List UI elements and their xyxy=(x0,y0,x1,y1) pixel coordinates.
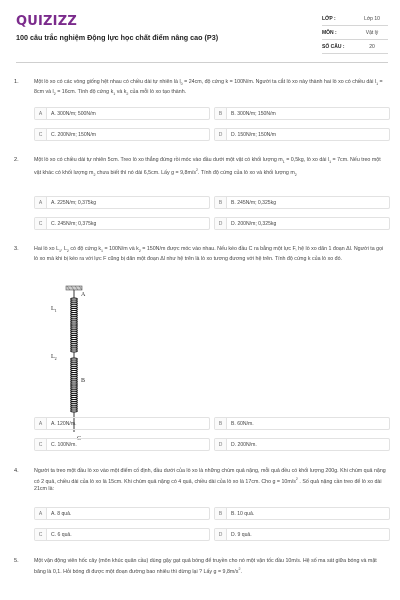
meta-row-class xyxy=(322,12,388,26)
spring-l2-letter: L xyxy=(51,354,55,360)
meta-key: LỚP : xyxy=(322,15,336,22)
point-b-label: B xyxy=(81,378,86,384)
question-2 xyxy=(14,157,390,235)
option-letter: A xyxy=(35,508,47,519)
option-text: B. 10 quả. xyxy=(231,510,255,517)
option-letter: B xyxy=(215,508,227,519)
option-text: A. 225N/m; 0,375kg xyxy=(51,199,97,206)
spring-l1-label xyxy=(51,306,57,313)
option-b[interactable] xyxy=(214,507,390,520)
option-letter: C xyxy=(35,218,47,229)
option-b[interactable] xyxy=(214,107,390,120)
option-b[interactable] xyxy=(214,417,390,430)
spring-coil xyxy=(71,410,78,412)
option-c[interactable] xyxy=(34,128,210,141)
option-text: C. 100N/m. xyxy=(51,441,77,448)
option-text: B. 60N/m. xyxy=(231,420,254,427)
spring-l1 xyxy=(71,298,78,352)
header-divider xyxy=(16,62,388,63)
meta-row-count xyxy=(322,40,388,54)
point-c-label: C xyxy=(77,436,82,442)
option-text: D. 200N/m. xyxy=(231,441,257,448)
option-text: C. 6 quả. xyxy=(51,531,72,538)
question-text: Hai lò xo $L_1$, $L_2$ có độ cứng $k_1 = 100N/m$ và $k_2 = 150N/m$ được móc vào nhau. Nếu kéo đầu C ra bằng một lực F, hệ lò xo dãn 1 đoạn Δl. Người ta gọi lò xo mà khi bị kéo ra với lực F cũng bị dãn một đoạn Δl như hệ trên là lò xo tương đương với hệ trên. Tính độ cứng k của lò xo đó. xyxy=(34,246,384,262)
question-text: Một lò xo có chiều dài tự nhiên 5cm. Treo lò xo thẳng đứng rồi móc vào đầu dưới một vật có khối lượng $m_1 = 0,5kg$, lò xo dài $l_1 = 7cm$. Nếu treo một vật khác có khối lượng $m_2$ chưa biết thì nó dài 6,5cm. Lấy $g = 9,8m/s^2$. Tính độ cứng của lò xo và khối lượng $m_2$ xyxy=(34,157,381,177)
option-text: C. 200N/m; 150N/m xyxy=(51,131,97,138)
option-letter: D xyxy=(215,218,227,229)
option-text: D. 9 quả. xyxy=(231,531,252,538)
meta-row-subject xyxy=(322,26,388,40)
option-text: D. 150N/m; 150N/m xyxy=(231,131,277,138)
spring-l2-label xyxy=(51,354,57,361)
page-title: 100 câu trắc nghiệm Động lực học chất điểm nâng cao (P3) xyxy=(16,33,219,42)
question-text: Một vận động viên hốc cây (môn khúc quân cầu) dùng gậy gạt quả bóng để truyền cho nó một vận tốc đầu 10m/s. Hệ số ma sát giữa bóng và mặt băng là 0,1. Hỏi bóng đi được một đoạn đường bao nhiêu thì dừng lại ? Lấy $g = 9,8m/s^2$. xyxy=(34,558,377,575)
question-number: 3. xyxy=(14,246,19,252)
meta-key: SỐ CÂU : xyxy=(322,43,345,50)
option-d[interactable] xyxy=(214,128,390,141)
question-3 xyxy=(14,246,390,458)
option-a[interactable] xyxy=(34,107,210,120)
option-letter: C xyxy=(35,529,47,540)
question-4 xyxy=(14,468,390,546)
option-letter: C xyxy=(35,439,47,450)
quizizz-logo: QUIZIZZ xyxy=(16,14,77,29)
question-text: Một lò xo có các vòng giống hệt nhau có chiều dài tự nhiên là $l_0 = 24cm$, độ cứng k = 100N/m. Người ta cắt lò xo này thành hai lò xo có chiều dài $l_1 = 8cm$ và $l_2 = 16cm$. Tính độ cứng $k_1$ và $k_2$ của mỗi lò xo tạo thành. xyxy=(34,79,383,96)
option-letter: B xyxy=(215,108,227,119)
option-d[interactable] xyxy=(214,438,390,451)
option-text: A. 8 quả. xyxy=(51,510,72,517)
option-a[interactable] xyxy=(34,507,210,520)
option-text: C. 245N/m; 0,375kg xyxy=(51,220,97,227)
option-a[interactable] xyxy=(34,417,210,430)
option-letter: D xyxy=(215,129,227,140)
question-number: 5. xyxy=(14,558,19,564)
option-text: A. 300N/m; 500N/m xyxy=(51,110,96,117)
option-text: B. 245N/m; 0,325kg xyxy=(231,199,277,206)
meta-table xyxy=(322,12,388,54)
spring-coil xyxy=(71,350,78,352)
option-letter: D xyxy=(215,529,227,540)
question-number: 1. xyxy=(14,79,19,85)
option-text: D. 200N/m; 0,325kg xyxy=(231,220,277,227)
option-c[interactable] xyxy=(34,438,210,451)
option-letter: C xyxy=(35,129,47,140)
meta-value: 20 xyxy=(369,43,375,50)
option-letter: A xyxy=(35,418,47,429)
option-letter: A xyxy=(35,108,47,119)
meta-value: Lớp 10 xyxy=(364,15,380,22)
option-d[interactable] xyxy=(214,217,390,230)
option-letter: B xyxy=(215,418,227,429)
question-number: 2. xyxy=(14,157,19,163)
option-c[interactable] xyxy=(34,528,210,541)
option-b[interactable] xyxy=(214,196,390,209)
option-letter: B xyxy=(215,197,227,208)
question-1 xyxy=(14,79,390,141)
spring-l1-letter: L xyxy=(51,306,55,312)
option-text: A. 120N/m. xyxy=(51,420,77,427)
option-text: B. 300N/m; 150N/m xyxy=(231,110,276,117)
option-d[interactable] xyxy=(214,528,390,541)
option-letter: D xyxy=(215,439,227,450)
spring-l1-subscript: 1 xyxy=(54,308,57,314)
option-letter: A xyxy=(35,197,47,208)
option-c[interactable] xyxy=(34,217,210,230)
spring-l2 xyxy=(71,358,78,412)
question-5 xyxy=(14,558,390,588)
point-a-label: A xyxy=(81,292,86,298)
question-text: Người ta treo một đầu lò xo vào một điểm cố định, đầu dưới của lò xo là những chùm quả nặng, mỗi quả đều có khối lượng 200g. Khi chùm quả nặng có 2 quả, chiều dài của lò xo là 15cm. Khi chùm quả nặng có 4 quả, chiều dài của lò xo là 17cm. Cho $g = 10m/s^2$ . Số quả nặng cần treo để lò xo dài 21cm là: xyxy=(34,468,386,492)
meta-key: MÔN : xyxy=(322,29,337,36)
meta-value: Vật lý xyxy=(365,29,379,36)
spring-l2-subscript: 2 xyxy=(54,356,57,362)
question-number: 4. xyxy=(14,468,19,474)
option-a[interactable] xyxy=(34,196,210,209)
